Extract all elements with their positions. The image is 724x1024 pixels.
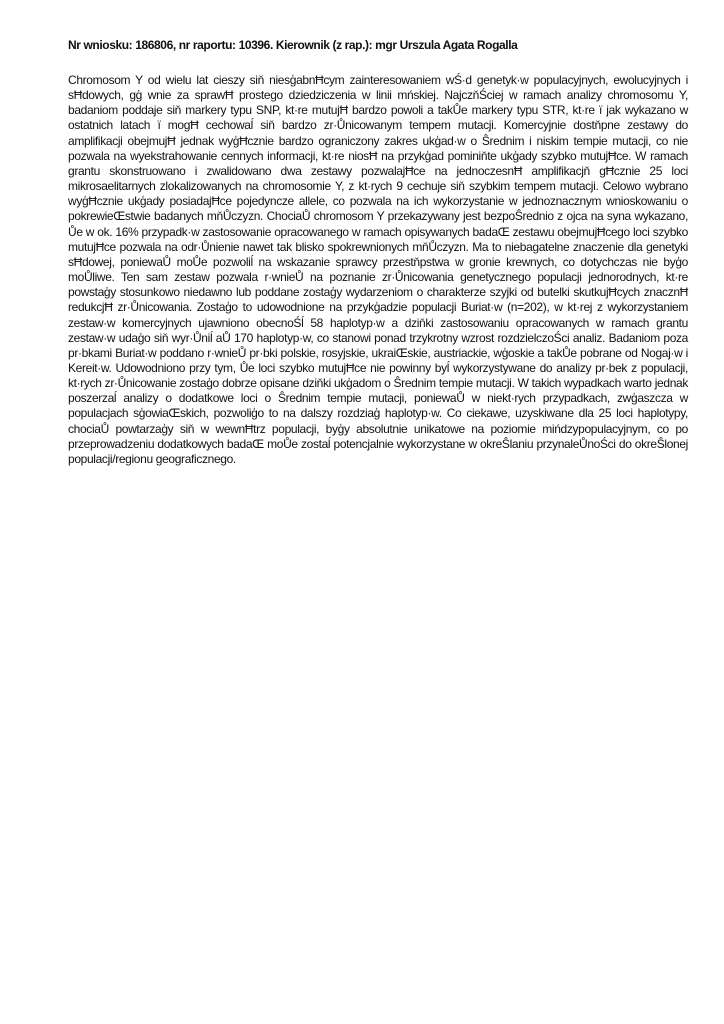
report-header: Nr wniosku: 186806, nr raportu: 10396. Kierownik (z rap.): mgr Urszula Agata Rogalla bbox=[68, 38, 518, 52]
report-abstract-paragraph: Chromosom Y od wielu lat cieszy siň niesģabnĦcym zainteresowaniem wŚ·d genetyk·w populacyjnych, ewolucyjnych i sĦdowych, gģ wnie za sprawĦ prostego dziedziczenia w linii mńskiej. NajczňŚciej w ramach analizy chromosomu Y, badaniom poddaje siň markery typu SNP, kt·re mutujĦ bardzo powoli a takŮe markery typu STR, kt·re ï jak wykazano w ostatnich latach ï mogĦ cechowaĺ siň bardzo zr·Ůnicowanym tempem mutacji. Komercyjnie dostňpne zestawy do amplifikacji obejmujĦ jednak wyģĦcznie bardzo ograniczony zakres ukģad·w o Ŝrednim i niskim tempie mutacji, co nie pozwala na wyekstrahowanie cennych informacji, kt·re niosĦ na przykģad pominiňte ukģady szybko mutujĦce. W ramach grantu skonstruowano i zwalidowano dwa zestawy pozwalajĦce na jednoczesnĦ amplifikacjň gĦcznie 25 loci mikrosaelitarnych zlokalizowanych na chromosomie Y, z kt·rych 9 cechuje siň szybkim tempem mutacji. Celowo wybrano wyģĦcznie ukģady posiadajĦce pojedyncze allele, co pozwala na ich wykorzystanie w jednoznacznym wnioskowaniu o pokrewieŒstwie badanych mňŮczyzn. ChociaŮ chromosom Y przekazywany jest bezpoŜrednio z ojca na syna wykazano, Ůe w ok. 16% przypadk·w zastosowanie opracowanego w ramach opisywanych badaŒ zestawu obejmujĦcego loci szybko mutujĦce pozwala na odr·Ůnienie nawet tak blisko spokrewnionych mňŮczyzn. Ma to niebagatelne znaczenie dla genetyki sĦdowej, poniewaŮ moŮe pozwoliĺ na wskazanie sprawcy przestňpstwa w gronie krewnych, co dotychczas nie byģo moŮliwe. Ten sam zestaw pozwala r·wnieŮ na poznanie zr·Ůnicowania genetycznego populacji jednorodnych, kt·re powstaģy stosunkowo niedawno lub poddane zostaģy wydarzeniom o charakterze szyjki od butelki skutkujĦcych znacznĦ redukcjĦ zr·Ůnicowania. Zostaģo to udowodnione na przykģadzie populacji Buriat·w (n=202), w kt·rej z wykorzystaniem zestaw·w komercyjnych ujawniono obecnoŚĺ 58 haplotyp·w a dziňki zastosowaniu opracowanych w ramach grantu zestaw·w udaģo siň wyr·Ůniĺ aŮ 170 haplotyp·w, co stanowi ponad trzykrotny wzrost rozdzielczoŚci analiz. Badaniom poza pr·bkami Buriat·w poddano r·wnieŮ pr·bki polskie, rosyjskie, ukraiŒskie, austriackie, wģoskie a takŮe pobrane od Nogaj·w i Kereit·w. Udowodniono przy tym, Ůe loci szybko mutujĦce nie powinny byĺ wykorzystywane do analizy pr·bek z populacji, kt·rych zr·Ůnicowanie zostaģo dobrze opisane dziňki ukģadom o Ŝrednim tempie mutacji. W takich wypadkach warto jednak poszerzaĺ analizy o dodatkowe loci o Ŝrednim tempie mutacji, poniewaŮ w niekt·rych przypadkach, zwģaszcza w populacjach sģowiaŒskich, pozwoliģo to na dalszy rozdziaģ haplotyp·w. Co ciekawe, uzyskiwane dla 25 loci haplotypy, chociaŮ powtarzaģy siň w wewnĦtrz populacji, byģy absolutnie unikatowe na poziomie mińdzypopulacyjnym, co po przeprowadzeniu dodatkowych badaŒ moŮe zostaĺ potencjalnie wykorzystane w okreŜlaniu przynaleŮnoŚci do okreŜlonej populacji/regionu geograficznego. bbox=[68, 73, 688, 466]
